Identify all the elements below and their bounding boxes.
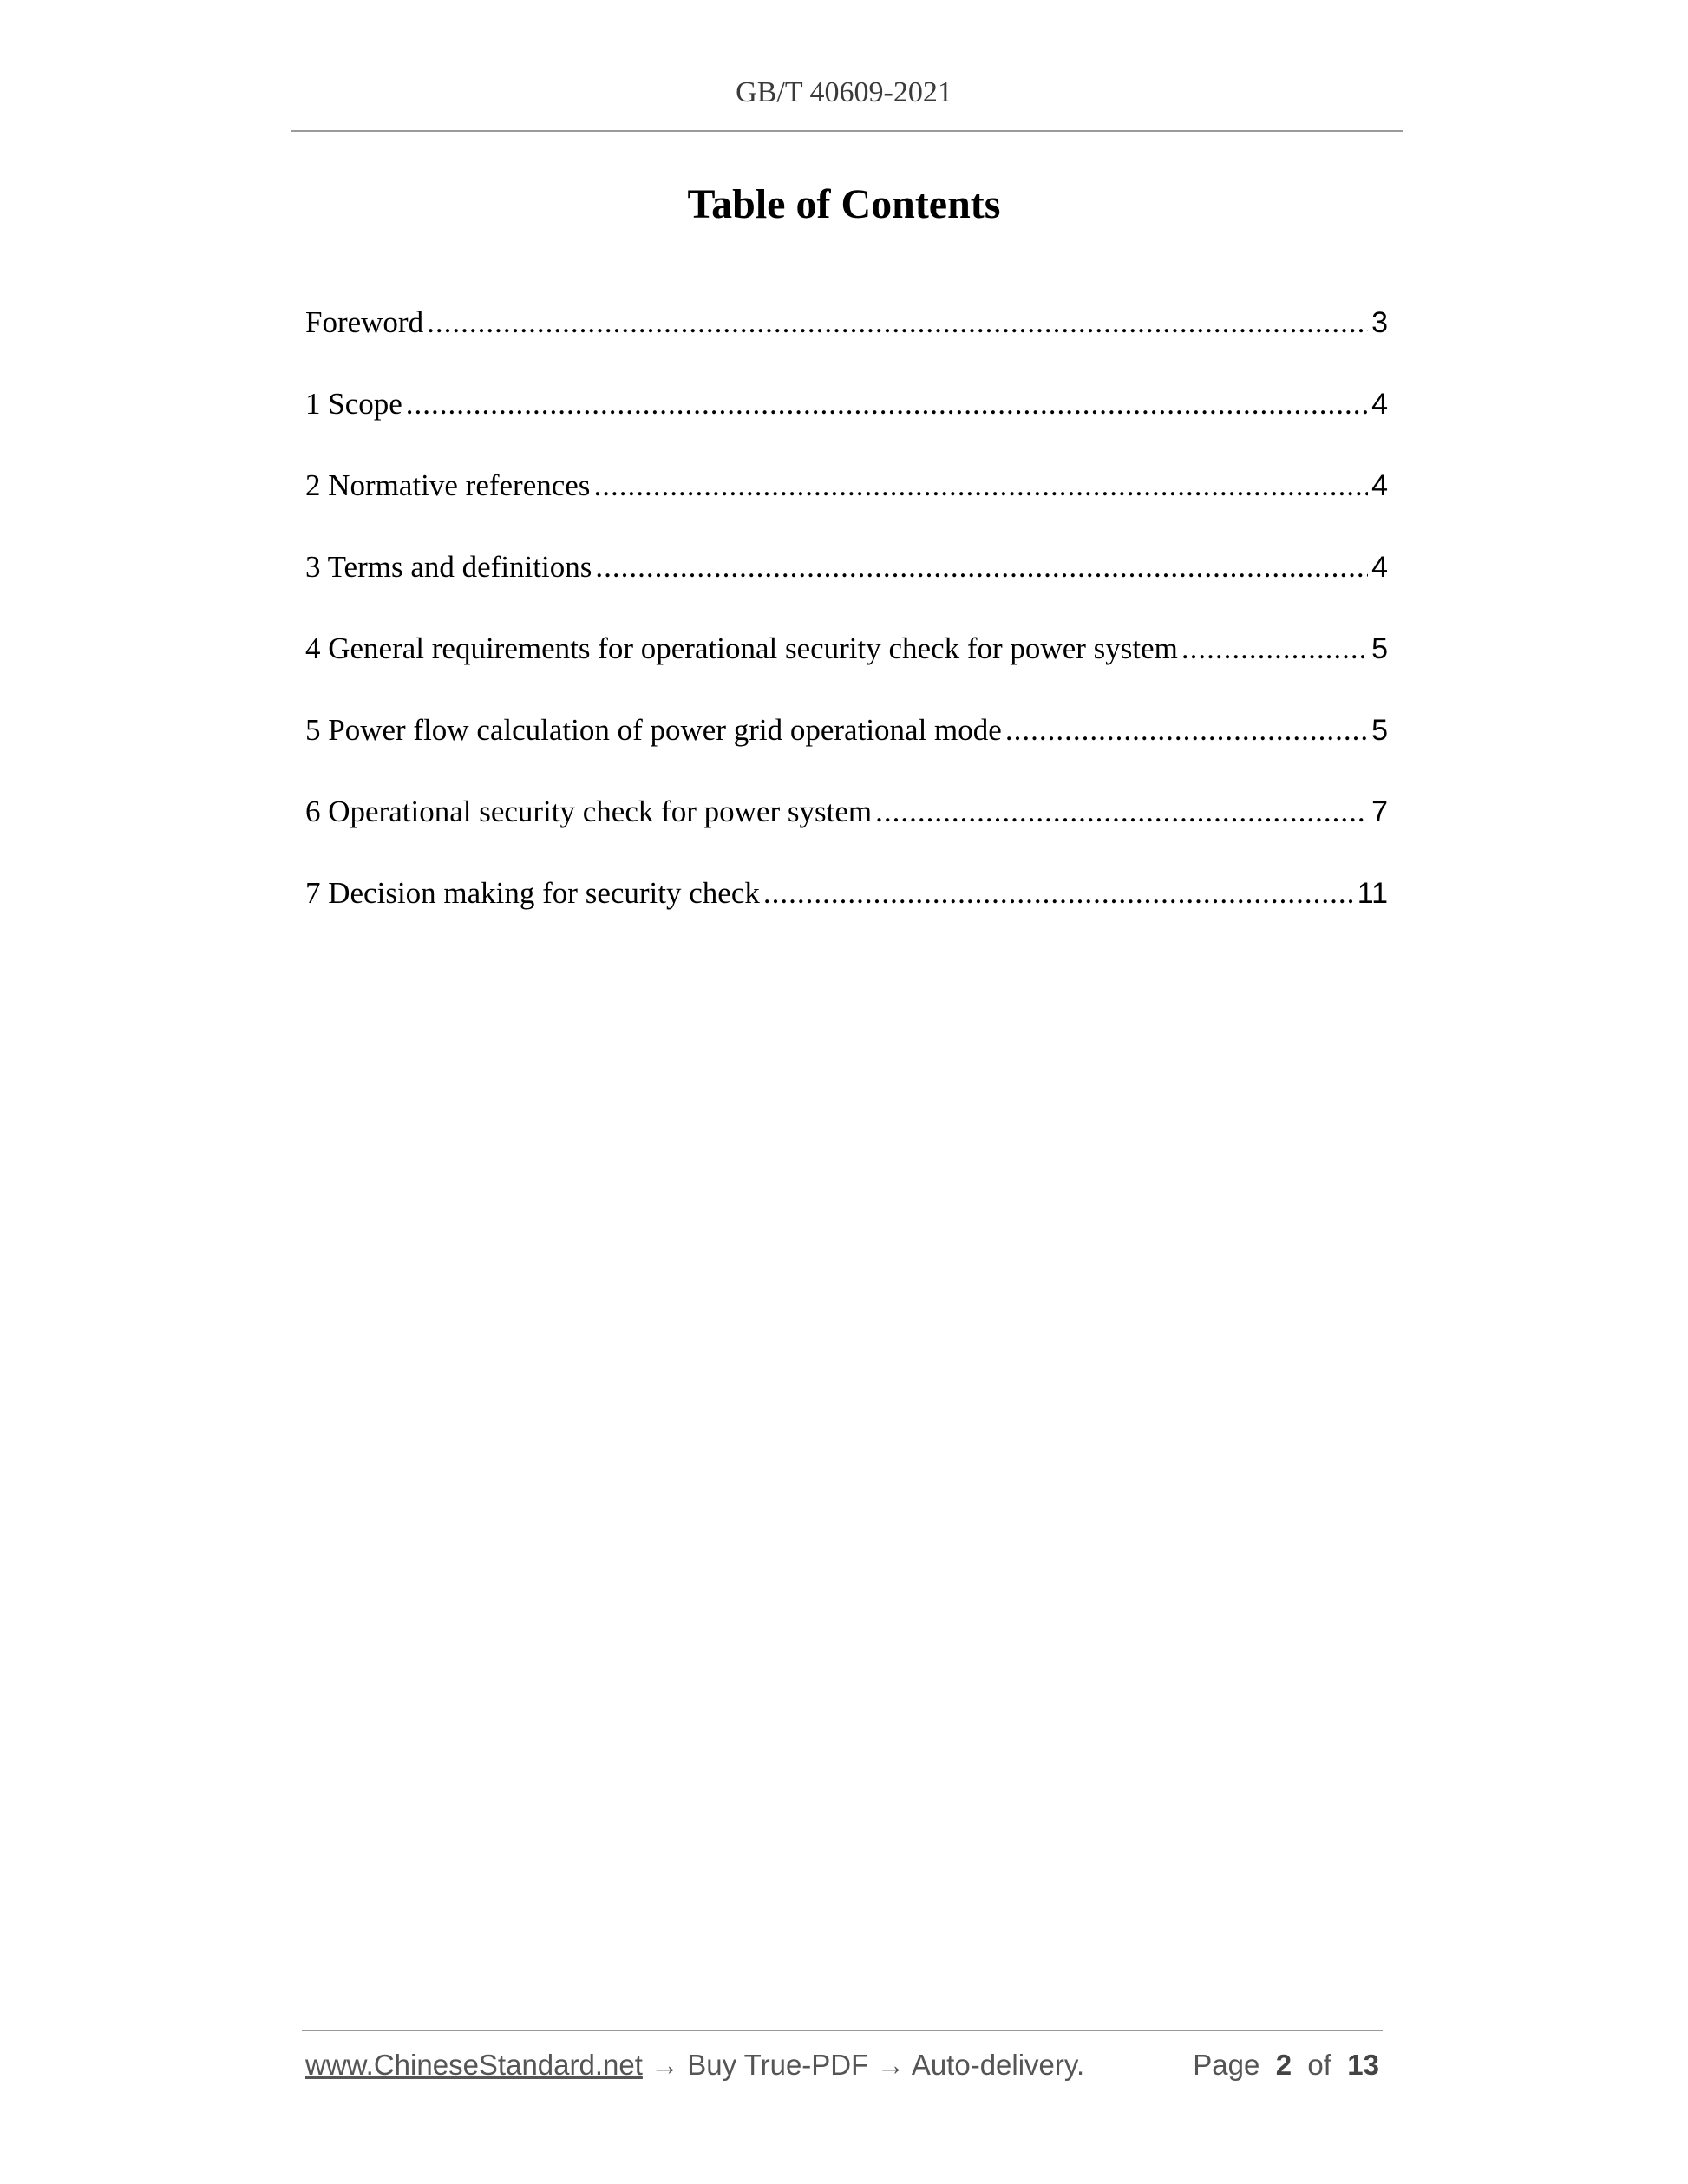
dot-leader [763,876,1354,911]
toc-entry-label: 4 General requirements for operational security check for power system [305,631,1178,665]
toc-entry-page: 7 [1371,795,1388,828]
toc-entry-page: 4 [1371,388,1388,421]
total-page-count: 13 [1347,2049,1379,2081]
toc-entry-power-flow-calculation[interactable] [305,713,1388,794]
website-link[interactable]: www.ChineseStandard.net [305,2049,643,2081]
toc-entry-decision-making[interactable] [305,876,1388,958]
toc-entry-page: 11 [1357,877,1388,910]
toc-entry-label: 3 Terms and definitions [305,550,592,584]
toc-entry-label: 1 Scope [305,387,402,421]
page-footer [305,2049,1379,2092]
toc-entry-general-requirements[interactable] [305,631,1388,713]
dot-leader [593,468,1368,503]
toc-entry-page: 4 [1371,469,1388,502]
toc-entry-terms-and-definitions[interactable] [305,550,1388,631]
toc-entry-foreword[interactable] [305,305,1388,387]
toc-entry-label: 5 Power flow calculation of power grid operational mode [305,713,1002,747]
toc-entry-page: 4 [1371,551,1388,584]
footer-promo-text: → Buy True-PDF → Auto-delivery. [651,2049,1085,2081]
toc-entry-page: 5 [1371,714,1388,747]
toc-entry-label: 2 Normative references [305,468,591,502]
toc-entry-page: 3 [1371,306,1388,339]
toc-entry-normative-references[interactable] [305,468,1388,550]
toc-entry-page: 5 [1371,632,1388,665]
current-page-number: 2 [1275,2049,1292,2081]
toc-entry-label: 6 Operational security check for power system [305,794,873,828]
header-divider [291,130,1403,132]
dot-leader [1005,713,1368,748]
toc-title: Table of Contents [687,181,1001,227]
document-code: GB/T 40609-2021 [736,76,952,108]
page-label: Page [1193,2049,1260,2081]
dot-leader [1181,631,1368,666]
dot-leader [595,550,1368,585]
dot-leader [875,794,1368,829]
toc-entry-operational-security-check[interactable] [305,794,1388,876]
dot-leader [406,387,1368,422]
of-label: of [1307,2049,1331,2081]
footer-promo [305,2049,1084,2082]
dot-leader [427,305,1368,340]
footer-divider [302,2030,1383,2031]
table-of-contents [305,305,1388,958]
toc-entry-label: Foreword [305,305,424,339]
page-indicator [1193,2049,1379,2082]
toc-entry-label: 7 Decision making for security check [305,876,760,910]
toc-entry-scope[interactable] [305,387,1388,468]
